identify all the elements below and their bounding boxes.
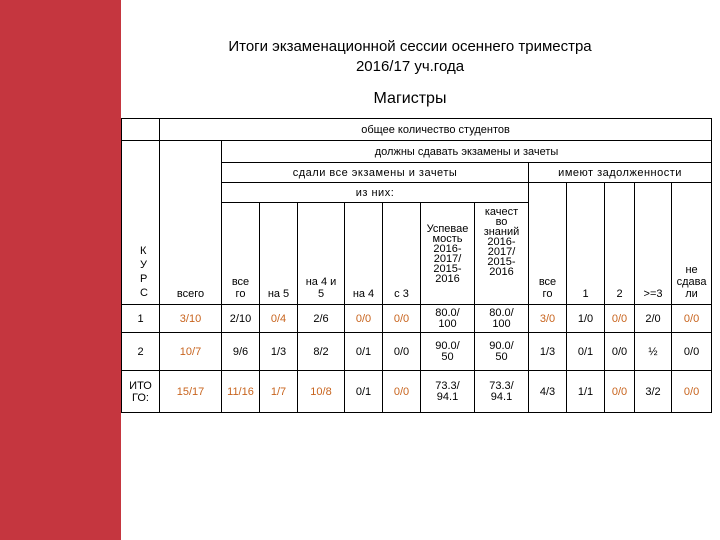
header-of-them: из них:: [222, 183, 529, 203]
cell-debt-1: 1/0: [567, 305, 605, 333]
row-label: 2: [122, 333, 160, 371]
cell-uspevaemost: 73.3/ 94.1: [421, 371, 475, 413]
corner-cell: [122, 119, 160, 141]
cell-s3: 0/0: [383, 371, 421, 413]
cell-debt-vsego: 4/3: [529, 371, 567, 413]
header-na4: на 4: [345, 203, 383, 305]
header-kurs: К У Р С: [122, 141, 160, 305]
cell-vsego: 15/17: [160, 371, 222, 413]
cell-uspevaemost: 80.0/ 100: [421, 305, 475, 333]
header-s3: с 3: [383, 203, 421, 305]
page-subtitle: Магистры: [373, 90, 447, 107]
header-total-students: общее количество студентов: [160, 119, 712, 141]
results-table: [121, 118, 712, 413]
cell-na4: 0/1: [345, 333, 383, 371]
cell-debt-1: 1/1: [567, 371, 605, 413]
header-not-passed: не сдава ли: [672, 183, 712, 305]
header-have-debts: имеют задолженности: [529, 163, 712, 183]
cell-passed-vsego: 9/6: [222, 333, 260, 371]
cell-na4i5: 2/6: [298, 305, 345, 333]
cell-vsego: 3/10: [160, 305, 222, 333]
cell-not-passed: 0/0: [672, 371, 712, 413]
cell-debt-3plus: 2/0: [635, 305, 672, 333]
row-label: ИТО ГО:: [122, 371, 160, 413]
cell-not-passed: 0/0: [672, 305, 712, 333]
cell-s3: 0/0: [383, 305, 421, 333]
row-label: 1: [122, 305, 160, 333]
cell-kachestvo: 90.0/ 50: [475, 333, 529, 371]
cell-passed-vsego: 11/16: [222, 371, 260, 413]
cell-not-passed: 0/0: [672, 333, 712, 371]
header-debt-1: 1: [567, 183, 605, 305]
cell-na5: 1/3: [260, 333, 298, 371]
header-passed-vsego: все го: [222, 203, 260, 305]
cell-debt-2: 0/0: [605, 333, 635, 371]
cell-s3: 0/0: [383, 333, 421, 371]
header-kachestvo: качест во знаний 2016- 2017/ 2015- 2016: [475, 203, 529, 305]
header-uspevaemost: Успевае мость 2016- 2017/ 2015- 2016: [421, 203, 475, 305]
cell-na5: 1/7: [260, 371, 298, 413]
cell-na5: 0/4: [260, 305, 298, 333]
header-passed-all: сдали все экзамены и зачеты: [222, 163, 529, 183]
left-red-bar: [0, 0, 121, 540]
page-title-year: 2016/17 уч.года: [355, 58, 465, 75]
cell-debt-vsego: 3/0: [529, 305, 567, 333]
table-row: [122, 305, 712, 333]
table-row: [122, 371, 712, 413]
cell-kachestvo: 80.0/ 100: [475, 305, 529, 333]
cell-debt-3plus: 3/2: [635, 371, 672, 413]
cell-kachestvo: 73.3/ 94.1: [475, 371, 529, 413]
header-debt-vsego: все го: [529, 183, 567, 305]
header-na5: на 5: [260, 203, 298, 305]
cell-debt-3plus: ½: [635, 333, 672, 371]
header-vsego: всего: [160, 141, 222, 305]
cell-passed-vsego: 2/10: [222, 305, 260, 333]
header-debt-2: 2: [605, 183, 635, 305]
table-row: [122, 333, 712, 371]
cell-debt-2: 0/0: [605, 371, 635, 413]
cell-na4i5: 8/2: [298, 333, 345, 371]
cell-vsego: 10/7: [160, 333, 222, 371]
cell-debt-1: 0/1: [567, 333, 605, 371]
header-must-pass: должны сдавать экзамены и зачеты: [222, 141, 712, 163]
cell-debt-vsego: 1/3: [529, 333, 567, 371]
page-title: Итоги экзаменационной сессии осеннего триместра: [228, 38, 592, 55]
cell-uspevaemost: 90.0/ 50: [421, 333, 475, 371]
cell-na4i5: 10/8: [298, 371, 345, 413]
header-debt-3plus: >=3: [635, 183, 672, 305]
cell-na4: 0/0: [345, 305, 383, 333]
cell-debt-2: 0/0: [605, 305, 635, 333]
header-na4i5: на 4 и 5: [298, 203, 345, 305]
cell-na4: 0/1: [345, 371, 383, 413]
